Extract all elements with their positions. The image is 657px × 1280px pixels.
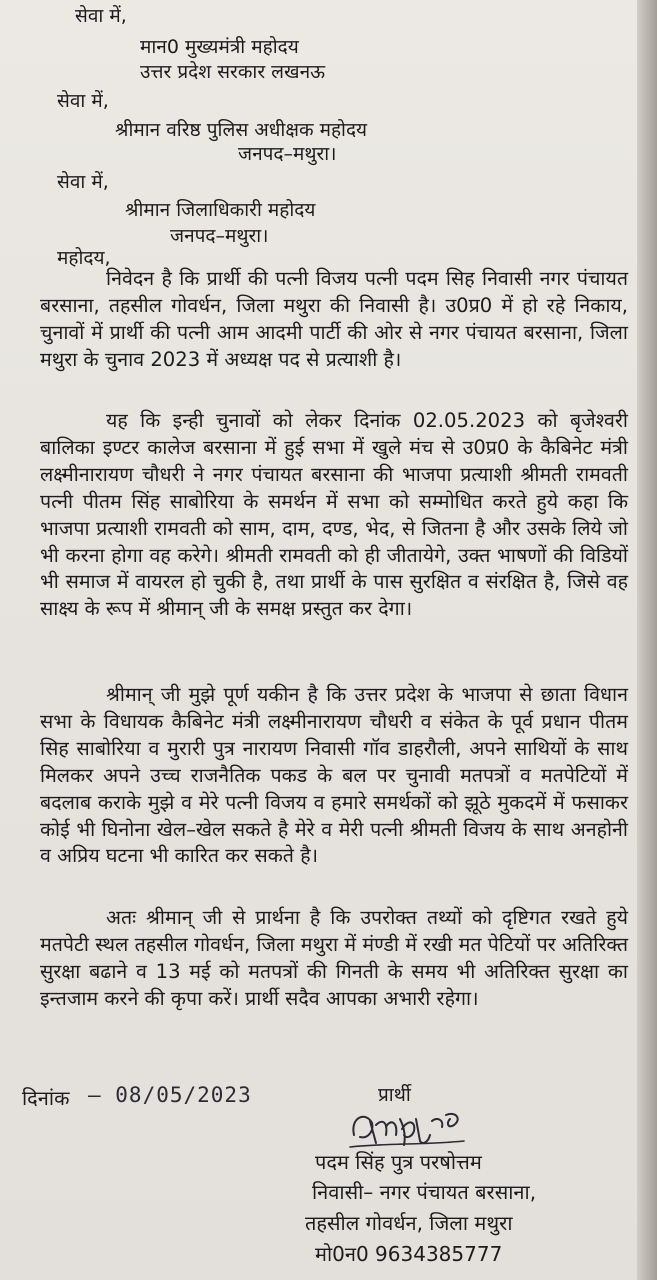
applicant-address-line2: तहसील गोवर्धन, जिला मथुरा xyxy=(305,1211,513,1235)
body-paragraph-4: अतः श्रीमान् जी से प्रार्थना है कि उपरोक्त तथ्यों को दृष्टिगत रखते हुये मतपेटी स्थल तहसील गोवर्धन, जिला मथुरा में मंण्डी में रखी मत पेटियों पर अतिरिक्त सुरक्षा बढाने व 13 मई को मतपत्रों की गिनती के समय भी अतिरिक्त सुरक्षा का इन्तजाम करने की कृपा करें। प्रार्थी सदैव आपका अभारी रहेगा। xyxy=(40,906,628,1010)
body-paragraph-3: श्रीमान् जी मुझे पूर्ण यकीन है कि उत्तर प्रदेश के भाजपा से छाता विधान सभा के विधायक कैबिनेट मंत्री लक्ष्मीनारायण चौधरी व संकेत के पूर्व प्रधान पीतम सिह साबोरिया व मुरारी पुत्र नारायण निवासी गॉव डाहरौली, अपने साथियों के साथ मिलकर अपने उच्च राजनैतिक पकड के बल पर चुनावी मतपत्रों व मतपेटियों में बदलाब कराके मुझे व मेरे पत्नी विजय व हमारे समर्थकों को झूठे मुकदमें में फसाकर कोई भी घिनोना खेल–खेल सकते है मेरे व मेरी पत्नी श्रीमती विजय के साथ अनहोनी व अप्रिय घटना भी कारित कर सकते है। xyxy=(40,683,628,868)
date-label: दिनांक xyxy=(22,1086,70,1110)
addressee-2-line1: श्रीमान वरिष्ठ पुलिस अधीक्षक महोदय xyxy=(115,119,368,141)
addressee-3-line2: जनपद–मथुरा। xyxy=(170,225,269,247)
body-paragraph-2: यह कि इन्ही चुनावों को लेकर दिनांक 02.05.2023 को बृजेश्वरी बालिका इण्टर कालेज बरसाना में हुई सभा में खुले मंच से उ0प्र0 के कैबिनेट मंत्री लक्ष्मीनारायण चौधरी ने नगर पंचायत बरसाना की भाजपा प्रत्याशी श्रीमती रामवती पत्नी पीतम सिंह साबोरिया के समर्थन में सभा को सम्मोधित करते हुये कहा कि भाजपा प्रत्याशी रामवती को साम, दाम, दण्ड, भेद, से जितना है और उसके लिये जो भी करना होगा वह करेगे। श्रीमती रामवती को ही जीतायेगे, उक्त भाषणों की विडियों भी समाज में वायरल हो चुकी है, तथा प्रार्थी के पास सुरक्षित व संरक्षित है, जिसे वह साक्ष्य के रूप में श्रीमान् जी के समक्ष प्रस्तुत कर देगा। xyxy=(40,409,628,621)
addressee-2-line2: जनपद–मथुरा। xyxy=(238,143,337,165)
addressee-1-line1: मान0 मुख्यमंत्री महोदय xyxy=(140,36,299,58)
page-edge-shadow xyxy=(637,0,657,1280)
handwritten-signature xyxy=(346,1105,476,1155)
salutation: महोदय, xyxy=(57,247,111,269)
seva-label-3: सेवा में, xyxy=(57,171,109,193)
body-paragraph-1: निवेदन है कि प्रार्थी की पत्नी विजय पत्नी पदम सिह निवासी नगर पंचायत बरसाना, तहसील गोवर्धन, जिला मथुरा की निवासी है। उ0प्र0 में हो रहे निकाय, चुनावों में प्रार्थी की पत्नी आम आदमी पार्टी की ओर से नगर पंचायत बरसाना, जिला मथुरा के चुनाव 2023 में अध्यक्ष पद से प्रत्याशी है। xyxy=(40,267,628,371)
addressee-1-line2: उत्तर प्रदेश सरकार लखनऊ xyxy=(140,61,326,83)
seva-label-2: सेवा में, xyxy=(57,90,109,112)
date-value-handwritten: – 08/05/2023 xyxy=(88,1083,252,1107)
addressee-3-line1: श्रीमान जिलाधिकारी महोदय xyxy=(125,199,316,221)
applicant-label: प्रार्थी xyxy=(378,1084,411,1106)
seva-label-1: सेवा में, xyxy=(75,5,127,27)
applicant-mobile: मो0न0 9634385777 xyxy=(315,1242,503,1266)
applicant-name: पदम सिंह पुत्र परषोत्तम xyxy=(315,1150,482,1174)
applicant-address-line1: निवासी– नगर पंचायत बरसाना, xyxy=(312,1180,537,1204)
